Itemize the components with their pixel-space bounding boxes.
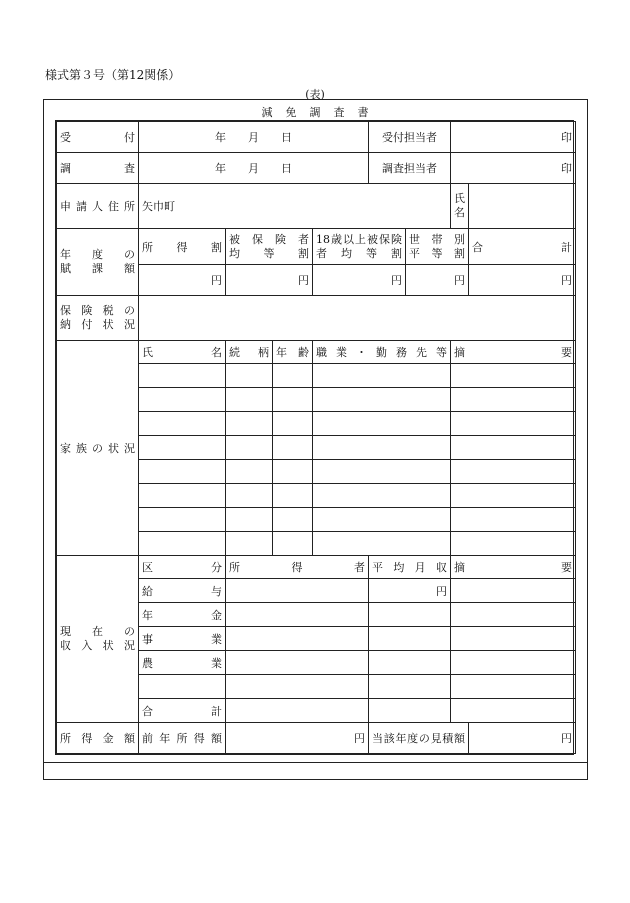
investigation-date[interactable]: 年 月 日 [139, 153, 369, 184]
payment-status-field[interactable] [139, 296, 576, 341]
assessment-label: 年 度 の 賦 課 額 [57, 229, 139, 296]
applicant-address-label: 申請人住所 [57, 184, 139, 229]
family-col-name: 氏 名 [139, 341, 226, 364]
household-equal-header: 世 帯 別 平 等 割 [406, 229, 469, 265]
reception-staff-label: 受付担当者 [369, 122, 451, 153]
family-col-relation: 続 柄 [226, 341, 273, 364]
estimate-label: 当該年度の見積額 [369, 723, 469, 754]
form-frame [43, 99, 588, 780]
income-col-category: 区 分 [139, 556, 226, 579]
income-levy-amount[interactable]: 円 [139, 265, 226, 296]
reception-seal[interactable]: 印 [451, 122, 576, 153]
insured-equal-header: 被 保 険 者 均 等 割 [226, 229, 313, 265]
income-category-blank[interactable] [139, 675, 226, 699]
form-title: 減 免 調 査 書 [261, 106, 370, 119]
adult-insured-header: 18歳以上被保険 者 均 等 割 [313, 229, 406, 265]
assessment-total-amount[interactable]: 円 [469, 265, 576, 296]
income-col-remarks: 摘 要 [451, 556, 576, 579]
assessment-total-header: 合 計 [469, 229, 576, 265]
applicant-name-label: 氏 名 [451, 184, 469, 229]
insured-equal-amount[interactable]: 円 [226, 265, 313, 296]
payment-status-label: 保 険 税 の 納 付 状 況 [57, 296, 139, 341]
income-status-label: 現 在 の 収 入 状 況 [57, 556, 139, 723]
form-number: 様式第３号（第12関係） [45, 68, 181, 82]
income-category-total: 合 計 [139, 699, 226, 723]
investigation-seal[interactable]: 印 [451, 153, 576, 184]
income-monthly-salary[interactable]: 円 [369, 579, 451, 603]
form-table-wrapper [55, 120, 574, 755]
income-category-salary: 給 与 [139, 579, 226, 603]
adult-insured-amount[interactable]: 円 [313, 265, 406, 296]
family-col-age: 年 齢 [273, 341, 313, 364]
family-col-occupation: 職業・勤務先等 [313, 341, 451, 364]
form-table [56, 121, 576, 754]
income-levy-header: 所 得 割 [139, 229, 226, 265]
household-equal-amount[interactable]: 円 [406, 265, 469, 296]
income-category-farming: 農 業 [139, 651, 226, 675]
income-category-business: 事 業 [139, 627, 226, 651]
form-footer-strip [44, 762, 587, 779]
family-col-remarks: 摘 要 [451, 341, 576, 364]
estimate-field[interactable]: 円 [469, 723, 576, 754]
income-col-monthly: 平 均 月 収 [369, 556, 451, 579]
investigation-staff-label: 調査担当者 [369, 153, 451, 184]
income-col-earner: 所 得 者 [226, 556, 369, 579]
income-amount-label: 所 得 金 額 [57, 723, 139, 754]
reception-date[interactable]: 年 月 日 [139, 122, 369, 153]
income-category-pension: 年 金 [139, 603, 226, 627]
applicant-address-field[interactable]: 矢巾町 [139, 184, 451, 229]
prev-year-income-field[interactable]: 円 [226, 723, 369, 754]
prev-year-income-label: 前年所得額 [139, 723, 226, 754]
investigation-label: 調 査 [57, 153, 139, 184]
applicant-name-field[interactable] [469, 184, 576, 229]
reception-label: 受 付 [57, 122, 139, 153]
page-side-label: (表) [305, 88, 325, 101]
family-status-label: 家族の状況 [57, 341, 139, 556]
